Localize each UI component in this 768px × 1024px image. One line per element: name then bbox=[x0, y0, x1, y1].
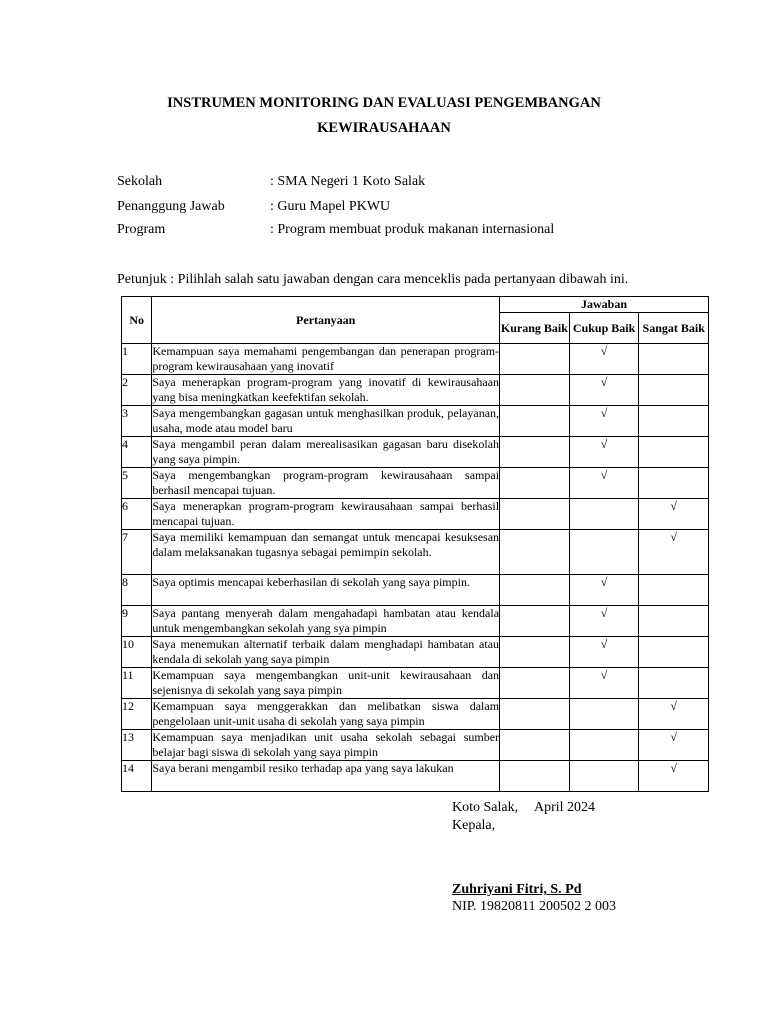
row-question: Kemampuan saya menggerakkan dan melibatkan siswa dalam pengelolaan unit-unit usaha di sekolah yang saya pimpin bbox=[152, 699, 500, 728]
info-value: : SMA Negeri 1 Koto Salak bbox=[270, 174, 426, 189]
answer-cell-cukup-baik[interactable] bbox=[569, 499, 639, 530]
answer-cell-kurang-baik[interactable] bbox=[500, 468, 570, 499]
answer-cell-sangat-baik[interactable] bbox=[639, 437, 709, 468]
row-question: Saya menemukan alternatif terbaik dalam menghadapi hambatan atau kendala di sekolah yang saya pimpin bbox=[152, 637, 500, 666]
row-question: Kemampuan saya memahami pengembangan dan penerapan program-program kewirausahaan yang inovatif bbox=[152, 344, 500, 373]
check-mark-icon: √ bbox=[670, 699, 677, 713]
check-mark-icon: √ bbox=[600, 668, 608, 682]
check-mark-icon: √ bbox=[600, 375, 608, 389]
answer-cell-sangat-baik[interactable] bbox=[639, 530, 709, 575]
table-row bbox=[122, 730, 709, 761]
row-number: 4 bbox=[122, 437, 152, 468]
answer-cell-kurang-baik[interactable] bbox=[500, 730, 570, 761]
table-row bbox=[122, 530, 709, 575]
questionnaire-body bbox=[122, 344, 709, 792]
table-row bbox=[122, 699, 709, 730]
answer-cell-cukup-baik[interactable] bbox=[569, 344, 639, 375]
signature-date: April 2024 bbox=[534, 800, 596, 815]
info-label: Sekolah bbox=[117, 174, 163, 189]
answer-cell-sangat-baik[interactable] bbox=[639, 575, 709, 606]
row-number: 1 bbox=[122, 344, 152, 375]
answer-cell-kurang-baik[interactable] bbox=[500, 668, 570, 699]
row-question: Kemampuan saya menjadikan unit usaha sekolah sebagai sumber belajar bagi siswa di sekolah yang saya pimpin bbox=[152, 730, 500, 759]
table-row bbox=[122, 606, 709, 637]
check-mark-icon: √ bbox=[600, 606, 608, 620]
header-no: No bbox=[122, 297, 152, 344]
answer-cell-sangat-baik[interactable] bbox=[639, 761, 709, 792]
row-number: 12 bbox=[122, 699, 152, 730]
table-row bbox=[122, 468, 709, 499]
check-mark-icon: √ bbox=[600, 575, 608, 589]
answer-cell-cukup-baik[interactable] bbox=[569, 575, 639, 606]
header-option-cukup-baik: Cukup Baik bbox=[569, 313, 639, 344]
row-question: Saya mengembangkan gagasan untuk menghasilkan produk, pelayanan, usaha, mode atau model baru bbox=[152, 406, 500, 435]
answer-cell-kurang-baik[interactable] bbox=[500, 499, 570, 530]
row-question: Saya optimis mencapai keberhasilan di sekolah yang saya pimpin. bbox=[152, 575, 500, 606]
table-row bbox=[122, 499, 709, 530]
answer-cell-cukup-baik[interactable] bbox=[569, 375, 639, 406]
answer-cell-cukup-baik[interactable] bbox=[569, 606, 639, 637]
row-number: 8 bbox=[122, 575, 152, 606]
check-mark-icon: √ bbox=[600, 344, 608, 358]
signature-nip: NIP. 19820811 200502 2 003 bbox=[452, 899, 616, 914]
answer-cell-cukup-baik[interactable] bbox=[569, 761, 639, 792]
table-row bbox=[122, 761, 709, 792]
row-question: Saya mengambil peran dalam merealisasikan gagasan baru disekolah yang saya pimpin. bbox=[152, 437, 500, 466]
answer-cell-kurang-baik[interactable] bbox=[500, 637, 570, 668]
row-number: 10 bbox=[122, 637, 152, 668]
answer-cell-kurang-baik[interactable] bbox=[500, 699, 570, 730]
answer-cell-cukup-baik[interactable] bbox=[569, 637, 639, 668]
document-title-line-1: INSTRUMEN MONITORING DAN EVALUASI PENGEMBANGAN bbox=[167, 95, 601, 111]
answer-cell-kurang-baik[interactable] bbox=[500, 530, 570, 575]
check-mark-icon: √ bbox=[670, 499, 677, 513]
row-number: 3 bbox=[122, 406, 152, 437]
check-mark-icon: √ bbox=[600, 637, 608, 651]
header-question: Pertanyaan bbox=[152, 297, 500, 344]
questionnaire-table bbox=[121, 296, 709, 792]
answer-cell-cukup-baik[interactable] bbox=[569, 406, 639, 437]
row-question: Saya berani mengambil resiko terhadap apa yang saya lakukan bbox=[152, 761, 500, 792]
row-number: 13 bbox=[122, 730, 152, 761]
check-mark-icon: √ bbox=[670, 761, 677, 775]
answer-cell-kurang-baik[interactable] bbox=[500, 406, 570, 437]
answer-cell-cukup-baik[interactable] bbox=[569, 437, 639, 468]
header-option-sangat-baik: Sangat Baik bbox=[639, 313, 709, 344]
answer-cell-sangat-baik[interactable] bbox=[639, 468, 709, 499]
signature-place: Koto Salak, bbox=[452, 800, 519, 815]
answer-cell-kurang-baik[interactable] bbox=[500, 606, 570, 637]
check-mark-icon: √ bbox=[670, 530, 677, 544]
document-title-line-2: KEWIRAUSAHAAN bbox=[317, 120, 451, 136]
answer-cell-cukup-baik[interactable] bbox=[569, 468, 639, 499]
row-question: Saya mengembangkan program-program kewirausahaan sampai berhasil mencapai tujuan. bbox=[152, 468, 500, 497]
row-number: 9 bbox=[122, 606, 152, 637]
table-row bbox=[122, 437, 709, 468]
answer-cell-kurang-baik[interactable] bbox=[500, 344, 570, 375]
table-row bbox=[122, 406, 709, 437]
info-value: : Guru Mapel PKWU bbox=[270, 199, 391, 214]
answer-cell-cukup-baik[interactable] bbox=[569, 730, 639, 761]
answer-cell-sangat-baik[interactable] bbox=[639, 637, 709, 668]
answer-cell-sangat-baik[interactable] bbox=[639, 499, 709, 530]
info-label: Program bbox=[117, 222, 166, 237]
row-question: Kemampuan saya mengembangkan unit-unit kewirausahaan dan sejenisnya di sekolah yang saya pimpin bbox=[152, 668, 500, 697]
check-mark-icon: √ bbox=[600, 437, 608, 451]
table-row bbox=[122, 375, 709, 406]
row-number: 7 bbox=[122, 530, 152, 575]
answer-cell-kurang-baik[interactable] bbox=[500, 437, 570, 468]
instruction-text: Petunjuk : Pilihlah salah satu jawaban dengan cara menceklis pada pertanyaan dibawah ini. bbox=[117, 272, 629, 287]
answer-cell-kurang-baik[interactable] bbox=[500, 575, 570, 606]
table-row bbox=[122, 668, 709, 699]
answer-cell-cukup-baik[interactable] bbox=[569, 668, 639, 699]
info-value: : Program membuat produk makanan internasional bbox=[270, 222, 555, 237]
answer-cell-sangat-baik[interactable] bbox=[639, 730, 709, 761]
row-number: 6 bbox=[122, 499, 152, 530]
row-question: Saya menerapkan program-program yang inovatif di kewirausahaan yang bisa meningkatkan keefektifan sekolah. bbox=[152, 375, 500, 404]
answer-cell-sangat-baik[interactable] bbox=[639, 344, 709, 375]
answer-cell-kurang-baik[interactable] bbox=[500, 761, 570, 792]
signature-place-date bbox=[452, 800, 596, 816]
answer-cell-sangat-baik[interactable] bbox=[639, 375, 709, 406]
signature-name: Zuhriyani Fitri, S. Pd bbox=[452, 882, 582, 897]
answer-cell-sangat-baik[interactable] bbox=[639, 406, 709, 437]
check-mark-icon: √ bbox=[670, 730, 677, 744]
table-row bbox=[122, 637, 709, 668]
row-number: 2 bbox=[122, 375, 152, 406]
row-number: 14 bbox=[122, 761, 152, 792]
row-number: 11 bbox=[122, 668, 152, 699]
answer-cell-sangat-baik[interactable] bbox=[639, 668, 709, 699]
info-label: Penanggung Jawab bbox=[117, 199, 225, 214]
answer-cell-cukup-baik[interactable] bbox=[569, 530, 639, 575]
answer-cell-kurang-baik[interactable] bbox=[500, 375, 570, 406]
header-option-kurang-baik: Kurang Baik bbox=[500, 313, 570, 344]
check-mark-icon: √ bbox=[600, 468, 608, 482]
header-answer: Jawaban bbox=[500, 297, 709, 313]
table-row bbox=[122, 575, 709, 606]
row-question: Saya memiliki kemampuan dan semangat untuk mencapai kesuksesan dalam melaksanakan tugasnya sebagai pemimpin sekolah. bbox=[152, 530, 500, 575]
row-number: 5 bbox=[122, 468, 152, 499]
answer-cell-sangat-baik[interactable] bbox=[639, 606, 709, 637]
table-row bbox=[122, 344, 709, 375]
answer-cell-cukup-baik[interactable] bbox=[569, 699, 639, 730]
check-mark-icon: √ bbox=[600, 406, 608, 420]
row-question: Saya menerapkan program-program kewirausahaan sampai berhasil mencapai tujuan. bbox=[152, 499, 500, 528]
row-question: Saya pantang menyerah dalam mengahadapi hambatan atau kendala untuk mengembangkan sekolah yang sya pimpin bbox=[152, 606, 500, 635]
signature-role: Kepala, bbox=[452, 818, 496, 833]
answer-cell-sangat-baik[interactable] bbox=[639, 699, 709, 730]
